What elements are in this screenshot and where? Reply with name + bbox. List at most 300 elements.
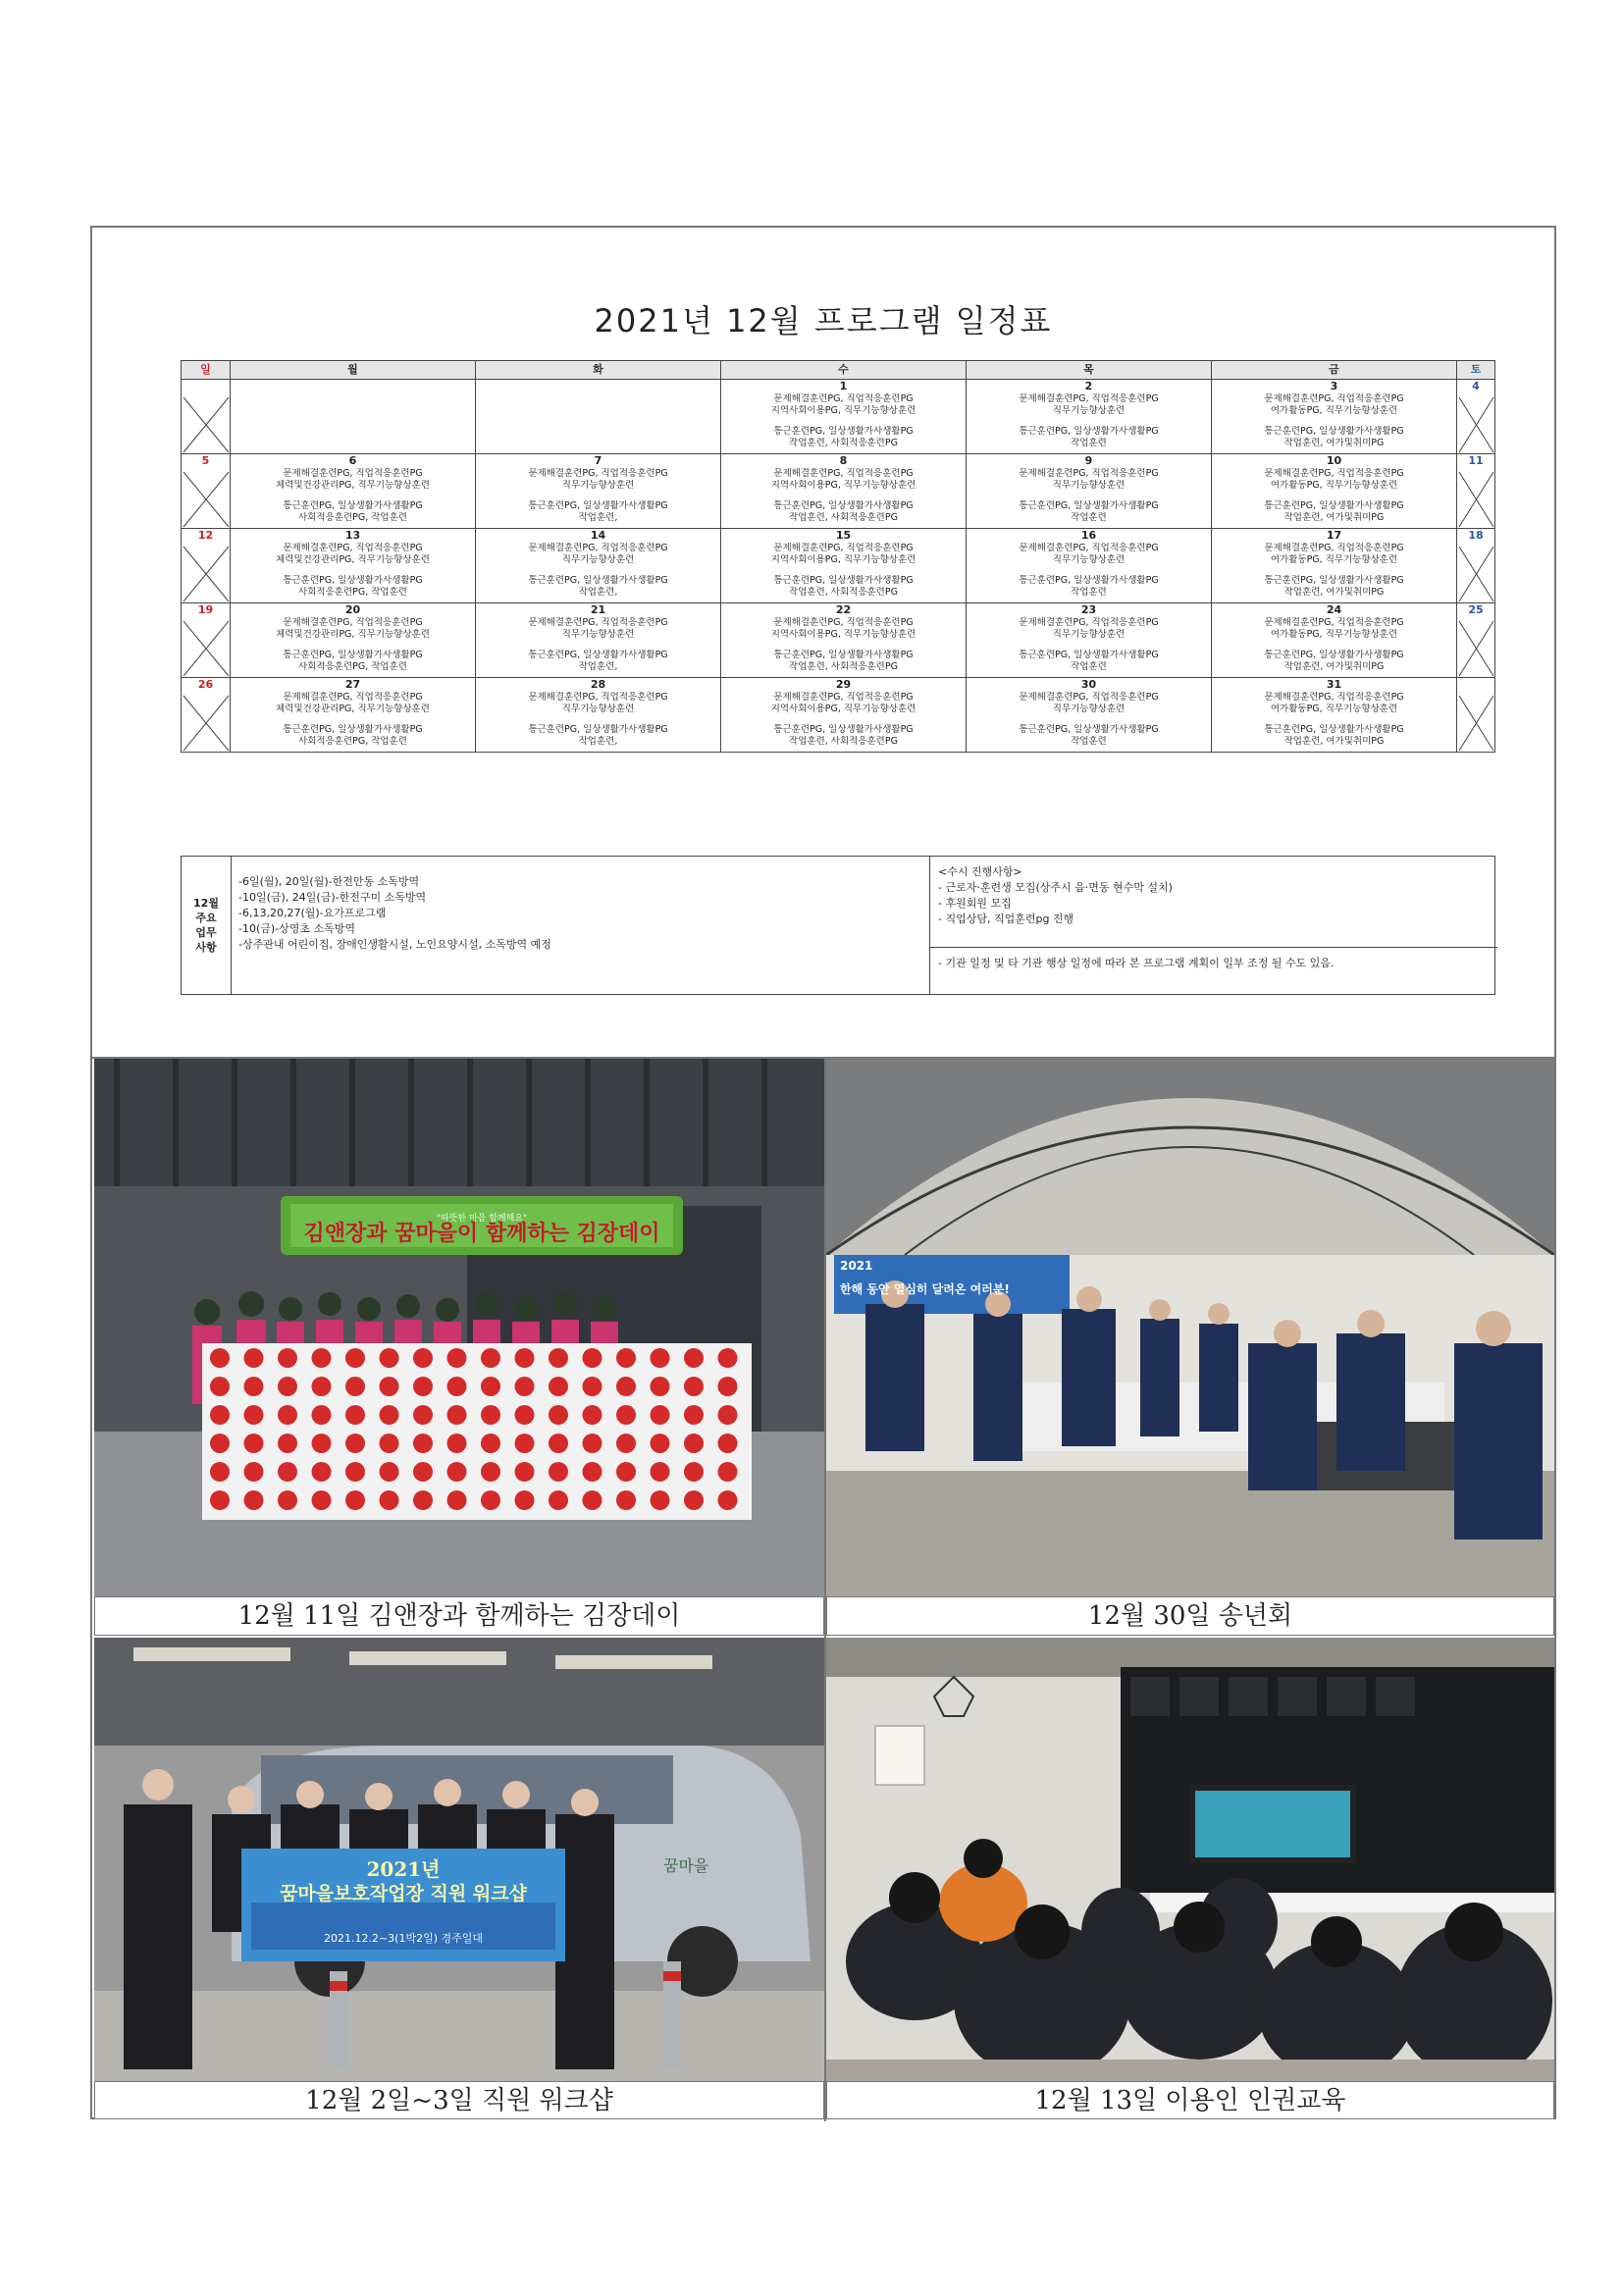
kimchi-box-logo <box>651 1434 670 1453</box>
weekday-cell <box>231 603 476 678</box>
kimchi-box-logo <box>616 1490 636 1510</box>
program-line: 문제해결훈련PG, 직업적응훈련PG <box>773 692 914 703</box>
program-line: 문제해결훈련PG, 직업적응훈련PG <box>773 617 914 628</box>
kimchi-box-logo <box>515 1490 535 1510</box>
photo-kimjang-day-image <box>94 1059 824 1596</box>
kimchi-box-logo <box>515 1377 535 1396</box>
header-tue: 화 <box>476 361 721 380</box>
day-number: 1 <box>839 380 848 392</box>
program-line: 문제해결훈련PG, 직업적응훈련PG <box>773 543 914 553</box>
kimchi-box-logo <box>210 1490 230 1510</box>
kimchi-box-logo <box>651 1462 670 1482</box>
sunday-cell <box>182 380 231 454</box>
photo-year-end-party-image <box>826 1059 1554 1596</box>
kimchi-box-logo <box>651 1490 670 1510</box>
program-line: 문제해결훈련PG, 직업적응훈련PG <box>773 468 914 479</box>
caption-rights-education: 12월 13일 이용인 인권교육 <box>826 2081 1554 2119</box>
kimchi-box-logo <box>583 1405 602 1425</box>
weekday-cell <box>967 454 1212 529</box>
program-line: 통근훈련PG, 일상생활가사생활PG <box>1019 575 1159 586</box>
saturday-cell <box>1457 380 1495 454</box>
calendar-week-row <box>182 678 1495 753</box>
weekday-cell <box>476 603 721 678</box>
weekday-cell <box>476 678 721 753</box>
program-line: 직무기능향상훈련 <box>1052 480 1126 491</box>
program-line: 통근훈련PG, 일상생활가사생활PG <box>773 724 914 735</box>
kimchi-box-logo <box>447 1405 467 1425</box>
day-number: 17 <box>1326 529 1342 542</box>
kimchi-box-logo <box>651 1377 670 1396</box>
sunday-number: 19 <box>197 603 214 616</box>
kimchi-box-logo <box>481 1377 500 1396</box>
program-line: 작업훈련, 여가및취미PG <box>1283 736 1385 747</box>
kimchi-box-logo <box>413 1377 433 1396</box>
program-line: 작업훈련, 사회적응훈련PG <box>789 438 898 448</box>
program-line: 작업훈련, 여가및취미PG <box>1283 587 1385 598</box>
weekday-cell <box>967 380 1212 454</box>
kimchi-box-logo <box>447 1490 467 1510</box>
party-banner-text: 한해 동안 열심히 달려온 여러분! <box>840 1282 1010 1296</box>
kimchi-box-logo <box>515 1348 535 1368</box>
program-line: 체력및건강관리PG, 직무기능향상훈련 <box>276 629 430 640</box>
program-line: 직무기능향상훈련 <box>1052 405 1126 416</box>
program-line: 작업훈련, 사회적응훈련PG <box>789 661 898 672</box>
program-line: 통근훈련PG, 일상생활가사생활PG <box>283 575 423 586</box>
program-line: 직무기능향상훈련 <box>561 480 635 491</box>
sunday-cell <box>182 603 231 678</box>
kimchi-box-logo <box>684 1462 704 1482</box>
notes-item: -상주관내 어린이집, 장애인생활시설, 노인요양시설, 소독방역 예정 <box>238 938 551 951</box>
kimchi-box-logo <box>447 1377 467 1396</box>
program-line: 통근훈련PG, 일상생활가사생활PG <box>773 650 914 660</box>
header-wed: 수 <box>721 361 967 380</box>
program-line: 지역사회이용PG, 직무기능향상훈련 <box>770 554 916 565</box>
program-line: 통근훈련PG, 일상생활가사생활PG <box>1264 724 1404 735</box>
header-fri: 금 <box>1212 361 1457 380</box>
saturday-number: 11 <box>1468 454 1484 467</box>
weekday-cell <box>967 603 1212 678</box>
day-number: 21 <box>590 603 606 616</box>
kimchi-box-logo <box>549 1434 568 1453</box>
kimchi-box-logo <box>380 1490 399 1510</box>
weekday-cell <box>476 380 721 454</box>
kimchi-box-logo <box>380 1434 399 1453</box>
notes-ongoing <box>929 857 1497 994</box>
closed-day-cross <box>1457 694 1495 753</box>
kimchi-box-logo <box>481 1348 500 1368</box>
notes-item: -6일(월), 20일(월)-한전안동 소독방역 <box>238 875 420 888</box>
kimchi-box-logo <box>278 1405 297 1425</box>
weekday-cell <box>231 529 476 603</box>
day-number: 9 <box>1084 454 1093 467</box>
kimchi-box-logo <box>583 1462 602 1482</box>
program-line: 작업훈련, <box>578 587 618 598</box>
program-line: 문제해결훈련PG, 직업적응훈련PG <box>1264 692 1404 703</box>
program-line: 문제해결훈련PG, 직업적응훈련PG <box>528 617 668 628</box>
closed-day-cross <box>1457 395 1495 454</box>
program-line: 문제해결훈련PG, 직업적응훈련PG <box>1264 468 1404 479</box>
program-line: 통근훈련PG, 일상생활가사생활PG <box>1264 500 1404 511</box>
kimchi-box-logo <box>718 1490 738 1510</box>
kimchi-box-logo <box>481 1434 500 1453</box>
header-sat: 토 <box>1457 361 1495 380</box>
notes-label-line: 업무 <box>195 926 217 939</box>
program-line: 문제해결훈련PG, 직업적응훈련PG <box>1264 393 1404 404</box>
program-line: 통근훈련PG, 일상생활가사생활PG <box>1264 575 1404 586</box>
kimchi-box-logo <box>684 1434 704 1453</box>
closed-day-cross <box>1457 470 1495 529</box>
day-number <box>476 380 720 393</box>
day-number: 22 <box>835 603 852 616</box>
notes-label <box>182 857 232 994</box>
program-line: 문제해결훈련PG, 직업적응훈련PG <box>283 543 423 553</box>
weekday-cell <box>1212 678 1457 753</box>
sunday-number: 26 <box>197 678 214 691</box>
program-line: 사회적응훈련PG, 작업훈련 <box>298 661 407 672</box>
kimchi-box-logo <box>244 1462 264 1482</box>
program-line: 통근훈련PG, 일상생활가사생활PG <box>773 426 914 437</box>
program-line: 작업훈련 <box>1071 736 1107 747</box>
van-logo: 꿈마을 <box>663 1856 709 1875</box>
kimchi-box-logo <box>684 1377 704 1396</box>
program-line: 통근훈련PG, 일상생활가사생활PG <box>1264 426 1404 437</box>
header-mon: 월 <box>231 361 476 380</box>
program-line: 통근훈련PG, 일상생활가사생활PG <box>528 724 668 735</box>
program-line: 문제해결훈련PG, 직업적응훈련PG <box>283 617 423 628</box>
sunday-number: 12 <box>197 529 214 542</box>
program-line: 직무기능향상훈련 <box>1052 629 1126 640</box>
party-banner-year: 2021 <box>840 1259 873 1273</box>
kimchi-box-logo <box>244 1405 264 1425</box>
program-line: 문제해결훈련PG, 직업적응훈련PG <box>1019 543 1159 553</box>
program-line: 작업훈련, 여가및취미PG <box>1283 438 1385 448</box>
kimchi-box-logo <box>616 1405 636 1425</box>
program-line: 직무기능향상훈련 <box>561 629 635 640</box>
closed-day-cross <box>182 694 231 753</box>
program-line: 사회적응훈련PG, 작업훈련 <box>298 512 407 523</box>
closed-day-cross <box>1457 545 1495 603</box>
notes-ongoing-item: <수시 진행사항> <box>938 865 1022 878</box>
program-line: 문제해결훈련PG, 직업적응훈련PG <box>528 468 668 479</box>
program-line: 지역사회이용PG, 직무기능향상훈련 <box>770 480 916 491</box>
kimchi-box-logo <box>312 1377 332 1396</box>
kimchi-box-logo <box>244 1490 264 1510</box>
notes-divider <box>930 947 1497 948</box>
calendar-header-row <box>182 361 1495 380</box>
calendar-table <box>181 360 1495 753</box>
weekday-cell <box>721 454 967 529</box>
kimchi-box-logo <box>210 1462 230 1482</box>
day-number: 6 <box>348 454 357 467</box>
weekday-cell <box>967 529 1212 603</box>
program-line: 여가활동PG, 직무기능향상훈련 <box>1270 405 1398 416</box>
kimchi-box-logo <box>549 1490 568 1510</box>
schedule-section <box>92 228 1554 1057</box>
kimjang-banner-title: 김앤장과 꿈마을이 함께하는 김장데이 <box>303 1222 660 1246</box>
day-number: 31 <box>1326 678 1342 691</box>
kimchi-box-logo <box>718 1348 738 1368</box>
weekday-cell <box>721 380 967 454</box>
kimchi-box-logo <box>549 1462 568 1482</box>
program-line: 작업훈련, 사회적응훈련PG <box>789 512 898 523</box>
sunday-number: 5 <box>201 454 210 467</box>
notes-footnote: - 기관 일정 및 타 기관 행상 일정에 따라 본 프로그램 계획이 일부 조정 될 수도 있음. <box>938 957 1335 969</box>
caption-staff-workshop: 12월 2일~3일 직원 워크샵 <box>94 2081 824 2119</box>
kimchi-box-logo <box>345 1405 365 1425</box>
calendar-week-row <box>182 454 1495 529</box>
program-line: 문제해결훈련PG, 직업적응훈련PG <box>1019 468 1159 479</box>
sunday-cell <box>182 454 231 529</box>
workshop-banner-year: 2021년 <box>366 1857 441 1881</box>
header-sun: 일 <box>182 361 231 380</box>
kimchi-box-logo <box>616 1377 636 1396</box>
weekday-cell <box>231 454 476 529</box>
notes-item: -6,13,20,27(월)-요가프로그램 <box>238 907 387 919</box>
kimchi-box-logo <box>210 1377 230 1396</box>
program-line: 체력및건강관리PG, 직무기능향상훈련 <box>276 554 430 565</box>
program-line: 직무기능향상훈련 <box>1052 704 1126 714</box>
day-number: 7 <box>594 454 602 467</box>
program-line: 통근훈련PG, 일상생활가사생활PG <box>528 500 668 511</box>
program-line: 체력및건강관리PG, 직무기능향상훈련 <box>276 480 430 491</box>
program-line: 작업훈련, <box>578 661 618 672</box>
weekday-cell <box>231 678 476 753</box>
photo-year-end-party <box>826 1059 1554 1596</box>
program-line: 작업훈련, 사회적응훈련PG <box>789 736 898 747</box>
header-thu: 목 <box>967 361 1212 380</box>
program-line: 문제해결훈련PG, 직업적응훈련PG <box>1019 617 1159 628</box>
kimchi-box-logo <box>413 1462 433 1482</box>
program-line: 통근훈련PG, 일상생활가사생활PG <box>283 500 423 511</box>
kimchi-box-logo <box>515 1462 535 1482</box>
closed-day-cross <box>1457 619 1495 678</box>
kimchi-box-logo <box>481 1490 500 1510</box>
caption-year-end-party: 12월 30일 송년회 <box>826 1596 1554 1636</box>
program-line: 문제해결훈련PG, 직업적응훈련PG <box>1264 617 1404 628</box>
kimchi-box-logo <box>481 1462 500 1482</box>
kimchi-box-logo <box>210 1434 230 1453</box>
kimchi-box-logo <box>278 1462 297 1482</box>
kimchi-box-logo <box>718 1377 738 1396</box>
photo-staff-workshop <box>94 1638 824 2081</box>
program-line: 작업훈련 <box>1071 587 1107 598</box>
notes-ongoing-item: - 직업상담, 직업훈련pg 진행 <box>938 913 1074 925</box>
program-line: 통근훈련PG, 일상생활가사생활PG <box>528 575 668 586</box>
kimchi-box-logo <box>244 1348 264 1368</box>
kimchi-box-logo <box>515 1434 535 1453</box>
kimchi-box-logo <box>278 1377 297 1396</box>
program-line: 작업훈련, <box>578 512 618 523</box>
day-number: 16 <box>1080 529 1097 542</box>
kimchi-box-logo <box>312 1490 332 1510</box>
kimchi-box-logo <box>210 1405 230 1425</box>
program-line: 직무기능향상훈련 <box>1052 554 1126 565</box>
kimchi-box-logo <box>413 1434 433 1453</box>
kimchi-box-logo <box>616 1348 636 1368</box>
program-line: 여가활동PG, 직무기능향상훈련 <box>1270 554 1398 565</box>
program-line: 직무기능향상훈련 <box>561 704 635 714</box>
notes-ongoing-item: - 근로자·훈련생 모집(상주시 읍·면동 현수막 설치) <box>938 881 1173 894</box>
notes-ongoing-item: - 후원회원 모집 <box>938 897 1012 910</box>
notes-label-line: 12월 <box>193 897 219 910</box>
program-line: 통근훈련PG, 일상생활가사생활PG <box>528 650 668 660</box>
closed-day-cross <box>182 395 231 454</box>
day-number: 30 <box>1080 678 1097 691</box>
notes-label-line: 주요 <box>195 912 217 924</box>
calendar-week-row <box>182 529 1495 603</box>
kimchi-box-logo <box>651 1405 670 1425</box>
photo-rights-education <box>826 1638 1554 2081</box>
kimchi-box-logo <box>345 1462 365 1482</box>
kimchi-box-logo <box>345 1377 365 1396</box>
kimchi-box-logo <box>684 1348 704 1368</box>
program-line: 통근훈련PG, 일상생활가사생활PG <box>283 724 423 735</box>
kimchi-box-logo <box>345 1348 365 1368</box>
kimchi-box-logo <box>718 1434 738 1453</box>
program-line: 작업훈련, <box>578 736 618 747</box>
program-line: 문제해결훈련PG, 직업적응훈련PG <box>283 468 423 479</box>
kimchi-box-logo <box>413 1348 433 1368</box>
day-number: 14 <box>590 529 606 542</box>
program-line: 직무기능향상훈련 <box>561 554 635 565</box>
kimchi-box-logo <box>515 1405 535 1425</box>
program-line: 문제해결훈련PG, 직업적응훈련PG <box>1019 393 1159 404</box>
notes-label-line: 사항 <box>195 941 217 954</box>
program-line: 통근훈련PG, 일상생활가사생활PG <box>1264 650 1404 660</box>
schedule-title: 2021년 12월 프로그램 일정표 <box>594 302 1053 339</box>
closed-day-cross <box>182 470 231 529</box>
notes-item: -10일(금), 24일(금)-한전구미 소독방역 <box>238 891 427 904</box>
day-number: 20 <box>344 603 361 616</box>
saturday-number: 25 <box>1468 603 1484 616</box>
weekday-cell <box>721 529 967 603</box>
day-number: 28 <box>590 678 606 691</box>
program-line: 통근훈련PG, 일상생활가사생활PG <box>773 575 914 586</box>
program-line: 문제해결훈련PG, 직업적응훈련PG <box>283 692 423 703</box>
program-line: 지역사회이용PG, 직무기능향상훈련 <box>770 629 916 640</box>
kimchi-box-logo <box>583 1348 602 1368</box>
program-line: 통근훈련PG, 일상생활가사생활PG <box>1019 650 1159 660</box>
saturday-cell <box>1457 678 1495 753</box>
saturday-number: 18 <box>1468 529 1484 542</box>
program-line: 통근훈련PG, 일상생활가사생활PG <box>1019 426 1159 437</box>
program-line: 문제해결훈련PG, 직업적응훈련PG <box>1019 692 1159 703</box>
workshop-banner-title: 꿈마을보호작업장 직원 워크샵 <box>280 1883 527 1905</box>
kimchi-box-logo <box>312 1462 332 1482</box>
program-line: 여가활동PG, 직무기능향상훈련 <box>1270 704 1398 714</box>
program-line: 문제해결훈련PG, 직업적응훈련PG <box>1264 543 1404 553</box>
program-line: 지역사회이용PG, 직무기능향상훈련 <box>770 704 916 714</box>
program-line: 여가활동PG, 직무기능향상훈련 <box>1270 480 1398 491</box>
day-number: 3 <box>1330 380 1338 392</box>
kimchi-box-logo <box>380 1348 399 1368</box>
photo-kimjang-day <box>94 1059 824 1596</box>
kimchi-box-logo <box>447 1348 467 1368</box>
kimchi-box-logo <box>583 1434 602 1453</box>
day-number: 2 <box>1084 380 1093 392</box>
kimchi-box-logo <box>312 1405 332 1425</box>
weekday-cell <box>721 603 967 678</box>
saturday-cell <box>1457 603 1495 678</box>
program-line: 작업훈련, 여가및취미PG <box>1283 512 1385 523</box>
kimchi-box-logo <box>549 1377 568 1396</box>
weekday-cell <box>967 678 1212 753</box>
kimchi-box-logo <box>312 1348 332 1368</box>
saturday-cell <box>1457 454 1495 529</box>
kimchi-box-logo <box>616 1434 636 1453</box>
day-number: 8 <box>839 454 848 467</box>
program-line: 작업훈련 <box>1071 438 1107 448</box>
kimchi-box-logo <box>244 1434 264 1453</box>
closed-day-cross <box>182 545 231 603</box>
calendar-week-row <box>182 380 1495 454</box>
sunday-cell <box>182 529 231 603</box>
kimchi-box-logo <box>651 1348 670 1368</box>
program-line: 사회적응훈련PG, 작업훈련 <box>298 736 407 747</box>
photo-rights-education-image <box>826 1638 1554 2081</box>
kimchi-box-logo <box>278 1490 297 1510</box>
weekday-cell <box>1212 603 1457 678</box>
kimchi-box-logo <box>583 1490 602 1510</box>
kimchi-box-logo <box>481 1405 500 1425</box>
saturday-cell <box>1457 529 1495 603</box>
program-line: 지역사회이용PG, 직무기능향상훈련 <box>770 405 916 416</box>
weekday-cell <box>1212 454 1457 529</box>
weekday-cell <box>1212 529 1457 603</box>
day-number: 13 <box>344 529 361 542</box>
sunday-cell <box>182 678 231 753</box>
day-number: 15 <box>835 529 852 542</box>
kimchi-box-logo <box>447 1434 467 1453</box>
day-number: 10 <box>1326 454 1342 467</box>
weekday-cell <box>476 454 721 529</box>
weekday-cell <box>231 380 476 454</box>
kimchi-box-logo <box>210 1348 230 1368</box>
caption-kimjang-day: 12월 11일 김앤장과 함께하는 김장데이 <box>94 1596 824 1636</box>
kimchi-box-logo <box>718 1462 738 1482</box>
notes-item: -10(금)-상영초 소독방역 <box>238 922 356 935</box>
kimchi-box-logo <box>583 1377 602 1396</box>
kimchi-box-logo <box>616 1462 636 1482</box>
workshop-banner-date: 2021.12.2~3(1박2일) 경주일대 <box>323 1932 484 1945</box>
kimchi-box-logo <box>684 1490 704 1510</box>
monthly-notes <box>181 856 1495 995</box>
weekday-cell <box>476 529 721 603</box>
kimchi-box-logo <box>345 1490 365 1510</box>
kimchi-box-logo <box>718 1405 738 1425</box>
kimchi-box-logo <box>380 1377 399 1396</box>
program-line: 통근훈련PG, 일상생활가사생활PG <box>283 650 423 660</box>
kimchi-box-logo <box>312 1434 332 1453</box>
kimchi-box-logo <box>244 1377 264 1396</box>
day-number: 23 <box>1080 603 1097 616</box>
kimchi-box-logo <box>549 1348 568 1368</box>
program-line: 작업훈련, 여가및취미PG <box>1283 661 1385 672</box>
kimchi-box-logo <box>278 1348 297 1368</box>
notes-main-tasks <box>238 874 788 953</box>
program-line: 문제해결훈련PG, 직업적응훈련PG <box>528 692 668 703</box>
day-number: 29 <box>835 678 852 691</box>
kimchi-box-logo <box>413 1405 433 1425</box>
program-line: 통근훈련PG, 일상생활가사생활PG <box>773 500 914 511</box>
kimchi-box-logo <box>413 1490 433 1510</box>
weekday-cell <box>1212 380 1457 454</box>
weekday-cell <box>721 678 967 753</box>
program-line: 통근훈련PG, 일상생활가사생활PG <box>1019 724 1159 735</box>
program-line: 문제해결훈련PG, 직업적응훈련PG <box>528 543 668 553</box>
program-line: 사회적응훈련PG, 작업훈련 <box>298 587 407 598</box>
page-frame <box>90 226 1556 2119</box>
